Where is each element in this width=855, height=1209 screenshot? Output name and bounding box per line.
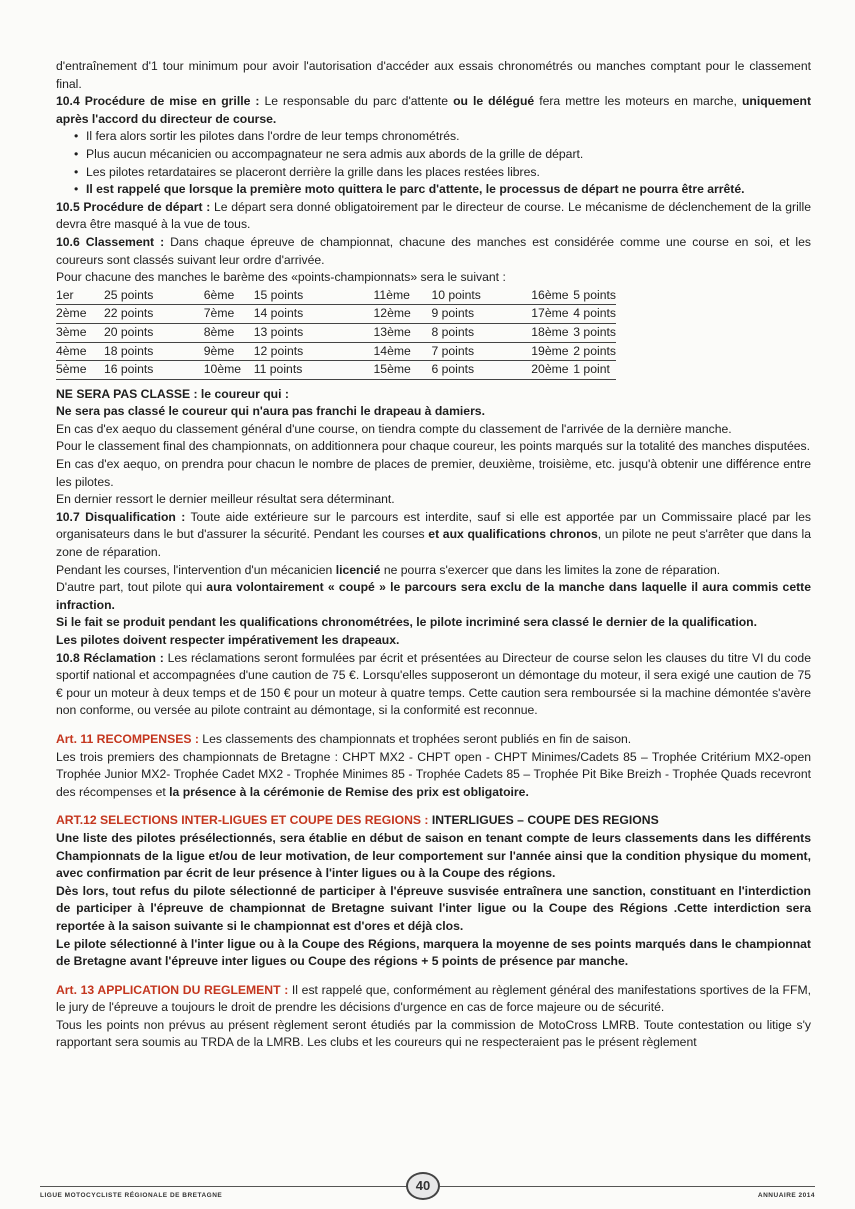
table-cell: 11 points bbox=[254, 361, 374, 380]
page-content bbox=[56, 58, 811, 1052]
points-table bbox=[56, 287, 616, 380]
table-cell: 14ème bbox=[374, 342, 432, 361]
section-10-6-text: Dans chaque épreuve de championnat, chacune des manches est considérée comme une course en soi, et les coureurs sont classés suivant leur ordre d'arrivée. bbox=[56, 234, 811, 267]
section-10-5 bbox=[56, 199, 811, 234]
section-10-7 bbox=[56, 509, 811, 562]
table-cell: 18 points bbox=[104, 342, 204, 361]
article-11-text: Les classements des championnats et trophées seront publiés en fin de saison. bbox=[198, 731, 632, 746]
table-cell: 10 points bbox=[431, 287, 531, 305]
section-10-8-text: Les réclamations seront formulées par écrit et présentées au Directeur de course selon les clauses du titre VI du code sportif national et accompagnées d'une caution de 75 €. Lorsqu'elles supposeront un démontage du moteur, il sera exigé une caution de 75 € pour un moteur à deux temps et de 150 € pour un moteur à quatre temps. Cette caution sera remboursée si la machine démontée s'avère non conforme, ou versée au pilote contraint au démontage, si la conformité est reconnue. bbox=[56, 650, 811, 718]
article-11-bold: la présence à la cérémonie de Remise des prix est obligatoire. bbox=[169, 784, 529, 799]
article-13-text: Il est rappelé que, conformément au règlement général des manifestations sportives de la FFM, le jury de l'épreuve a toujours le droit de prendre les décisions d'urgence en cas de force majeure ou de sécurité. bbox=[56, 982, 811, 1015]
table-cell: 9 points bbox=[431, 305, 531, 324]
table-cell: 7ème bbox=[204, 305, 254, 324]
tie-paragraph-1: En cas d'ex aequo du classement général d'une course, on tiendra compte du classement de l'arrivée de la dernière manche. bbox=[56, 421, 732, 436]
section-10-8-heading: 10.8 Réclamation : bbox=[56, 650, 164, 665]
table-cell: 16 points bbox=[104, 361, 204, 380]
article-12-paragraph-2 bbox=[56, 883, 811, 936]
page-number-badge: 40 bbox=[406, 1172, 440, 1200]
not-classified-heading bbox=[56, 386, 811, 404]
tie-paragraph-4: En dernier ressort le dernier meilleur résultat sera déterminant. bbox=[56, 492, 395, 507]
table-cell: 5 points bbox=[573, 287, 616, 305]
section-10-7-text: Toute aide extérieure sur le parcours est interdite, sauf si elle est apportée par un Commissaire placé par les organisateurs dans le but d'assurer la sécurité. Pendant les courses bbox=[56, 509, 811, 542]
table-cell: 12 points bbox=[254, 342, 374, 361]
article-11-text-2: Les trois premiers des championnats de Bretagne : CHPT MX2 - CHPT open - CHPT Minimes/Cadets 85 – Trophée Critérium MX2-open Trophée Junior MX2- Trophée Cadet MX2 - Trophée Minimes 85 - Trophée Cadets 85 – Trophée Pit Bike Breizh - Trophée Quads recevront des récompenses et bbox=[56, 749, 811, 799]
tie-paragraph-3: En cas d'ex aequo, on prendra pour chacun le nombre de places de premier, deuxième, troisième, etc. jusqu'à obtenir une différence entre les pilotes. bbox=[56, 457, 811, 489]
list-item-bold: Il est rappelé que lorsque la première moto quittera le parc d'attente, le processus de départ ne pourra être arrêté. bbox=[86, 182, 745, 197]
table-cell: 4 points bbox=[573, 305, 616, 324]
article-12-bold-3: Le pilote sélectionné à l'inter ligue ou à la Coupe des Régions, marquera la moyenne de ses points marqués dans le championnat de Bretagne avant l'épreuve inter ligues ou Coupe des régions + 5 points de présence par manche. bbox=[56, 936, 811, 969]
qualification-paragraph bbox=[56, 614, 811, 632]
cut-course-text: D'autre part, tout pilote qui bbox=[56, 580, 207, 595]
table-cell: 16ème bbox=[531, 287, 573, 305]
article-11-heading: Art. 11 RECOMPENSES : bbox=[56, 731, 199, 746]
tie-paragraph-2: Pour le classement final des championnats, on additionnera pour chaque coureur, les points marqués sur la totalité des manches disputées. bbox=[56, 439, 811, 454]
section-10-4-bold-2: uniquement après l'accord du directeur de course. bbox=[56, 94, 811, 126]
table-cell: 13 points bbox=[254, 323, 374, 342]
table-cell: 18ème bbox=[531, 323, 573, 342]
article-12-paragraph-1 bbox=[56, 830, 811, 883]
table-cell: 4ème bbox=[56, 342, 104, 361]
table-cell: 12ème bbox=[374, 305, 432, 324]
table-cell: 7 points bbox=[431, 342, 531, 361]
table-cell: 17ème bbox=[531, 305, 573, 324]
table-cell: 2ème bbox=[56, 305, 104, 324]
table-cell: 25 points bbox=[104, 287, 204, 305]
flags-paragraph bbox=[56, 632, 811, 650]
section-10-7-text-2: , un pilote ne peut s'arrêter que dans la zone de réparation. bbox=[56, 527, 811, 560]
not-classified-title: NE SERA PAS CLASSE : le coureur qui : bbox=[56, 386, 289, 401]
article-13-paragraph-2: Tous les points non prévus au présent règlement seront étudiés par la commission de MotoCross LMRB. Toute contestation ou litige s'y rapportant sera soumis au TRDA de la LMRB. Les clubs et les coureurs qui ne respecteraient pas le présent règlement bbox=[56, 1017, 811, 1050]
table-cell: 9ème bbox=[204, 342, 254, 361]
table-cell: 5ème bbox=[56, 361, 104, 380]
article-12-title: ART.12 SELECTIONS INTER-LIGUES ET COUPE DES REGIONS : bbox=[56, 813, 429, 828]
list-item: • Il fera alors sortir les pilotes dans l'ordre de leur temps chronométrés. bbox=[76, 128, 811, 146]
section-10-4-text: Le responsable du parc d'attente bbox=[259, 94, 454, 109]
intro-text: d'entraînement d'1 tour minimum pour avoir l'autorisation d'accéder aux essais chronométrés ou manches comptant pour le classement final. bbox=[56, 59, 811, 91]
table-cell: 8 points bbox=[431, 323, 531, 342]
article-11-paragraph-2 bbox=[56, 749, 811, 802]
footer-yearbook: ANNUAIRE 2014 bbox=[757, 1192, 815, 1199]
table-cell: 3 points bbox=[573, 323, 616, 342]
table-cell: 20ème bbox=[531, 361, 573, 380]
qualification-bold: Si le fait se produit pendant les qualifications chronométrées, le pilote incriminé sera classé le dernier de la qualification. bbox=[56, 615, 757, 630]
list-item: • Plus aucun mécanicien ou accompagnateur ne sera admis aux abords de la grille de départ. bbox=[76, 146, 811, 164]
page-footer bbox=[40, 1164, 815, 1204]
table-cell: 20 points bbox=[104, 323, 204, 342]
table-row bbox=[56, 287, 616, 305]
intro-paragraph bbox=[56, 58, 811, 93]
section-10-5-heading: 10.5 Procédure de départ : bbox=[56, 199, 211, 214]
table-cell: 15 points bbox=[254, 287, 374, 305]
cut-course-paragraph bbox=[56, 579, 811, 614]
table-cell: 6ème bbox=[204, 287, 254, 305]
table-row bbox=[56, 361, 616, 380]
table-cell: 11ème bbox=[374, 287, 432, 305]
section-10-4-text-2: fera mettre les moteurs en marche, bbox=[534, 94, 742, 109]
article-12-paragraph-3 bbox=[56, 936, 811, 971]
cut-course-bold: aura volontairement « coupé » le parcours sera exclu de la manche dans laquelle il aura commis cette infraction. bbox=[56, 580, 812, 612]
list-item: • Les pilotes retardataires se placeront derrière la grille dans les places restées libres. bbox=[76, 164, 811, 182]
article-12-bold-2: Dès lors, tout refus du pilote sélectionné de participer à l'épreuve susvisée entraînera une sanction, constituant en l'interdiction de participer à l'épreuve de championnat de Bretagne suivant l'inter ligue ou la Coupe des Régions .Cette interdiction sera reportée à la saison suivante si le championnat est d'ores et déjà clos. bbox=[56, 883, 811, 933]
article-12-heading bbox=[56, 812, 811, 830]
section-10-4 bbox=[56, 93, 811, 128]
table-cell: 2 points bbox=[573, 342, 616, 361]
section-10-7-bold: et aux qualifications chronos bbox=[428, 527, 598, 542]
article-13-heading: Art. 13 APPLICATION DU REGLEMENT : bbox=[56, 982, 289, 997]
mechanic-paragraph bbox=[56, 562, 811, 580]
table-cell: 14 points bbox=[254, 305, 374, 324]
mechanic-text: Pendant les courses, l'intervention d'un mécanicien bbox=[56, 562, 336, 577]
table-cell: 1er bbox=[56, 287, 104, 305]
grid-procedure-list bbox=[56, 128, 811, 198]
table-cell: 10ème bbox=[204, 361, 254, 380]
section-10-5-text: Le départ sera donné obligatoirement par le directeur de course. Le mécanisme de déclenchement de la grille devra être masqué à la vue de tous. bbox=[56, 199, 811, 232]
section-10-6-heading: 10.6 Classement : bbox=[56, 234, 165, 249]
list-item bbox=[76, 181, 811, 199]
mechanic-bold: licencié bbox=[335, 562, 381, 577]
table-row bbox=[56, 305, 616, 324]
article-13 bbox=[56, 982, 811, 1017]
table-cell: 15ème bbox=[374, 361, 432, 380]
table-cell: 1 point bbox=[573, 361, 616, 380]
mechanic-text-2: ne pourra s'exercer que dans les limites la zone de réparation. bbox=[380, 562, 721, 577]
section-10-6 bbox=[56, 234, 811, 269]
section-10-7-heading: 10.7 Disqualification : bbox=[56, 509, 186, 524]
table-row bbox=[56, 323, 616, 342]
section-10-4-heading: 10.4 Procédure de mise en grille : bbox=[56, 94, 260, 109]
footer-league-name: LIGUE MOTOCYCLISTE RÉGIONALE DE BRETAGNE bbox=[40, 1192, 223, 1199]
article-12-subtitle: INTERLIGUES – COUPE DES REGIONS bbox=[428, 813, 659, 828]
section-10-4-bold: ou le délégué bbox=[453, 94, 535, 109]
flags-bold: Les pilotes doivent respecter impérativement les drapeaux. bbox=[56, 633, 400, 647]
article-12-bold-1: Une liste des pilotes présélectionnés, sera établie en début de saison en tenant compte de leurs classements dans les différents Championnats de la ligue et/ou de leur motivation, de leur comportement sur l'année ainsi que la condition physique du moment, avec confirmation par écrit de leur présence à l'inter ligues ou à la Coupe des régions. bbox=[56, 830, 811, 881]
table-cell: 22 points bbox=[104, 305, 204, 324]
table-cell: 6 points bbox=[431, 361, 531, 380]
table-cell: 19ème bbox=[531, 342, 573, 361]
table-cell: 3ème bbox=[56, 323, 104, 342]
points-intro: Pour chacune des manches le barème des «points-championnats» sera le suivant : bbox=[56, 270, 506, 285]
table-cell: 8ème bbox=[204, 323, 254, 342]
not-classified-line bbox=[56, 403, 811, 421]
article-11 bbox=[56, 731, 811, 749]
not-classified-rule: Ne sera pas classé le coureur qui n'aura pas franchi le drapeau à damiers. bbox=[56, 404, 485, 419]
section-10-8 bbox=[56, 650, 811, 720]
table-row bbox=[56, 342, 616, 361]
table-cell: 13ème bbox=[374, 323, 432, 342]
